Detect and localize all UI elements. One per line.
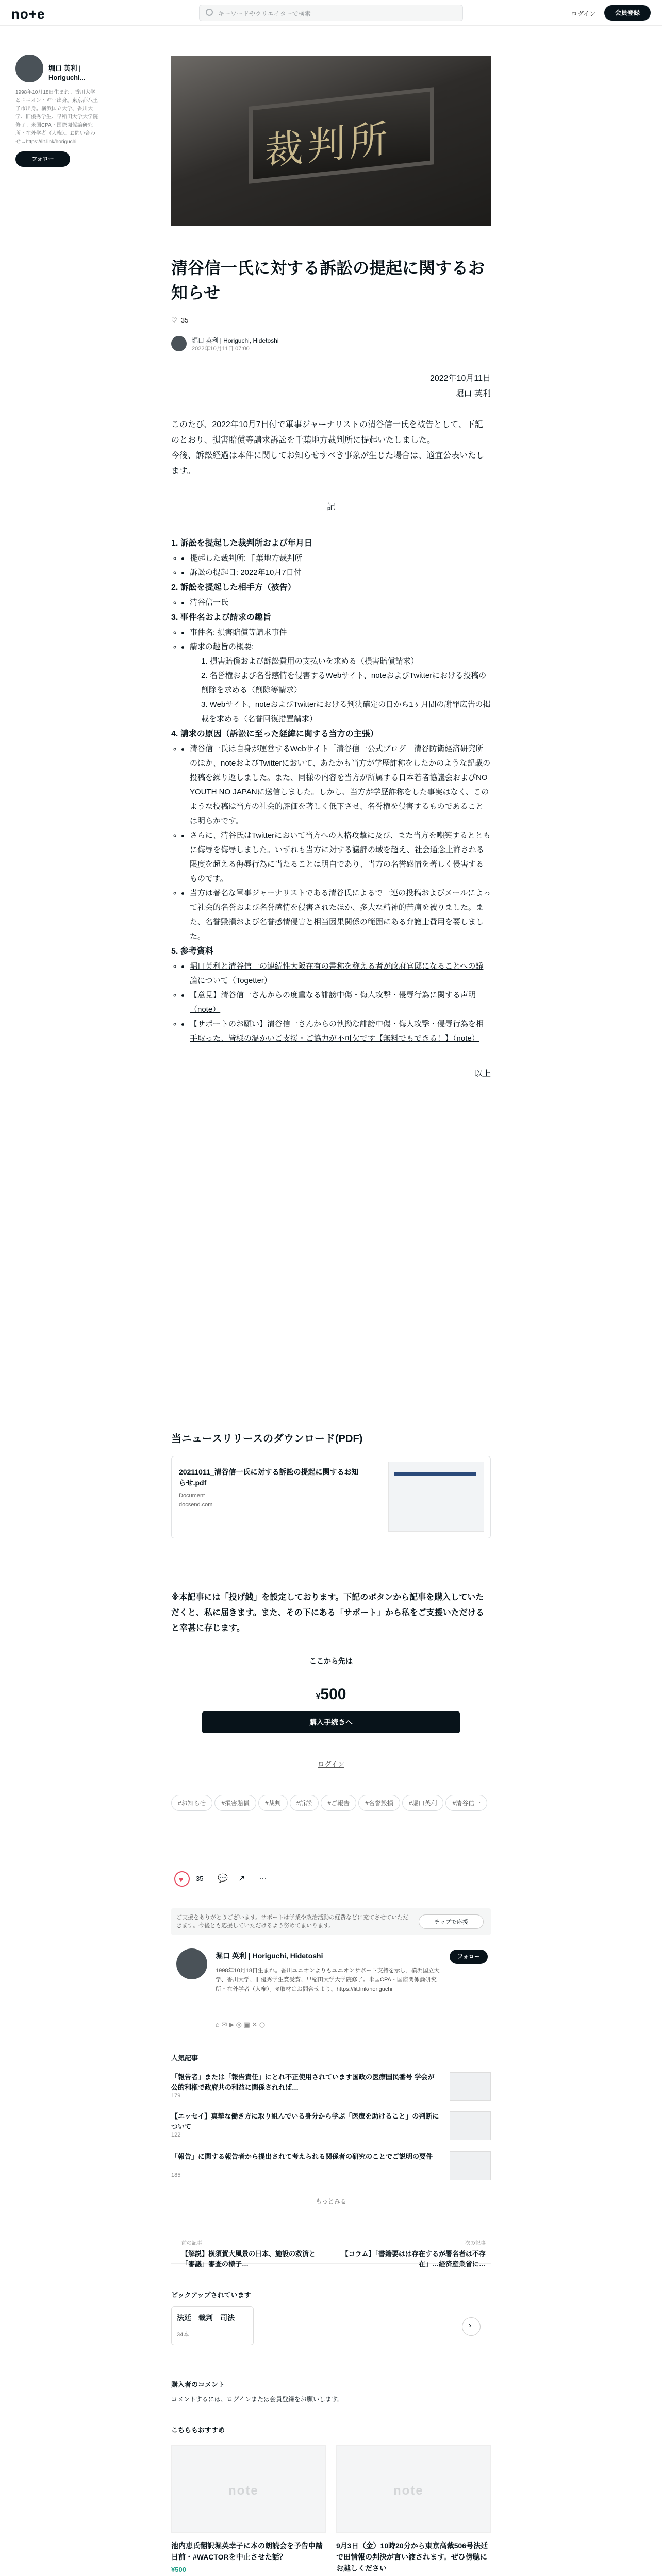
section-heading: 1. 訴訟を提起した裁判所および年月日 [171, 539, 312, 548]
list-item: ◦ 請求の趣旨の概要: [181, 640, 491, 654]
thumbnail [450, 2072, 491, 2101]
profile-name[interactable]: 堀口 英利 | Horiguchi, Hidetoshi [216, 1952, 323, 1960]
dateline: 2022年10月11日 [429, 374, 491, 383]
register-button[interactable]: 会員登録 [604, 5, 651, 21]
hero-image [171, 56, 491, 226]
tag[interactable]: #ご報告 [321, 1795, 356, 1811]
list-item: ◦ 提起した裁判所: 千葉地方裁判所 [181, 551, 491, 566]
like-count[interactable]: ♡ 35 [171, 316, 189, 324]
list-item: ◦ さらに、清谷氏はTwitterにおいて当方への人格攻撃に及び、また当方を嘲笑するとともに侮辱を侮辱しました。いずれも当方に対する議評の域を超え、社会通念上許される限度を超える侮辱行為に当たることは明白であり、当方の名誉感情を著しく侵害するものです。 [181, 828, 491, 886]
thumbnail: note [336, 2445, 491, 2533]
magazine-card[interactable]: 法廷 裁判 司法 34本 [171, 2306, 254, 2345]
list-item: ◦ 清谷信一氏は自身が運営するWebサイト「清谷信一公式ブログ 清谷防衛経済研究所」のほか、noteおよびTwitterにおいて、あたかも当方が学歴詐称をしたかのような記載の投稿を繰り返しました。また、同様の内容を当方が所属する日本若者協議会およびNO YOUTH NO JAPANに送信しました。しかし、当方が学歴詐称をした事実はなく、このような投稿は当方の社会的評価を著しく低下させ、名誉権を侵害するものであることは明らかです。 [181, 742, 491, 828]
pdf-thumbnail [388, 1462, 484, 1532]
sidebar-bio: 1998年10月18日生まれ。香川大学とユニオン・ギー出身。東京都八王子市出身。横浜国立大学、香川大学、旧優秀学生、早稲田大学大学院修了。米国CPA・国際関係論研究所・在外学者（人権）。お問い合わせ→https://lit.link/horiguchi [15, 90, 98, 145]
follow-button[interactable]: フォロー [15, 151, 70, 167]
more-link[interactable]: もっとみる [315, 2198, 346, 2205]
avatar[interactable] [171, 336, 187, 351]
paragraph: このたび、2022年10月7日付で軍事ジャーナリストの清谷信一氏を被告として、下記のとおり、損害賠償等請求訴訟を千葉地方裁判所に提起いたしました。 [171, 420, 483, 445]
sidebar [15, 55, 98, 167]
pdf-type: Document [179, 1493, 205, 1499]
article-title: 清谷信一氏に対する訴訟の提起に関するお知らせ [171, 259, 485, 302]
share-icon[interactable]: ↗ [238, 1874, 245, 1883]
thumbnail: note [171, 2445, 326, 2533]
list-item: ◦ 当方は著名な軍事ジャーナリストである清谷氏によるで一連の投稿およびメールによって社会的名誉および名誉感情を侵害されたほか、多大な精神的苦痛を被りました。また、名誉毀損および名誉感情侵害と相当因果関係の範囲にある弁護士費用を要しました。 [181, 886, 491, 944]
list-item[interactable]: 【エッセイ】真摯な働き方に取り組んでいる身分から学ぶ「医療を助けること」の判断について 122 [171, 2111, 491, 2142]
paywall-label: ここから先は [309, 1657, 353, 1665]
pdf-embed-card[interactable] [171, 1456, 491, 1538]
section-heading: 3. 事件名および請求の趣旨 [171, 613, 271, 622]
login-link[interactable]: ログイン [571, 10, 596, 18]
recommend-heading: こちらもおすすめ [171, 2426, 225, 2434]
pickup-heading: ピックアップされています [171, 2291, 251, 2299]
tag[interactable]: #損害賠償 [214, 1795, 256, 1811]
author-profile [171, 1943, 491, 2036]
article-nav [171, 2233, 491, 2268]
signature: 堀口 英利 [455, 389, 491, 398]
recommended-card[interactable]: note 池内恵氏翻訳堀英幸子に本の朗読会を予告申請日前・#WACTORを中止させた話？ ¥500 [171, 2445, 326, 2576]
purchase-button[interactable]: 購入手続きへ [202, 1711, 460, 1733]
note-logo[interactable]: no+e [11, 6, 45, 22]
list-item: ◦ 訴訟の提起日: 2022年10月7日付 [181, 566, 491, 580]
social-icons[interactable]: ⌂ ✉ ▶ ◎ ▣ ✕ ◷ [216, 2021, 266, 2028]
comment-icon[interactable]: 💬 [218, 1874, 228, 1883]
support-box [171, 1908, 491, 1935]
tag[interactable]: #清谷信一 [445, 1795, 487, 1811]
more-icon[interactable]: … [259, 1872, 267, 1881]
list-item: ◦ 清谷信一氏 [181, 596, 491, 610]
list-item[interactable]: 「報告」に関する報告者から提出されて考えられる関係者の研究のことでご説明の要件 185 [171, 2151, 491, 2182]
author-name[interactable]: 堀口 英利 | Horiguchi, Hidetoshi [192, 337, 279, 344]
list-item: 1. 損害賠償および訴訟費用の支払いを求める（損害賠償請求） [201, 657, 419, 666]
download-heading: 当ニュースリリースのダウンロード(PDF) [171, 1433, 363, 1445]
price: ¥500 [316, 1686, 346, 1703]
section-heading: 2. 訴訟を提起した相手方（被告） [171, 583, 296, 592]
reference-link[interactable]: ◦ 【意見】清谷信一さんからの度重なる誹謗中傷・侮人攻撃・侵辱行為に関する声明（note） [181, 988, 491, 1017]
like-button[interactable] [174, 1871, 190, 1887]
avatar[interactable] [15, 55, 43, 82]
search-input[interactable]: キーワードやクリエイターで検索 [199, 5, 463, 21]
pdf-title: 20211011_清谷信一氏に対する訴訟の提起に関するお知らせ.pdf [179, 1468, 359, 1487]
tag[interactable]: #名誉毀損 [358, 1795, 400, 1811]
chevron-right-icon: › [469, 2321, 472, 2330]
heart-icon: ♥ [179, 1875, 184, 1884]
follow-button[interactable]: フォロー [450, 1950, 488, 1964]
comments-heading: 購入者のコメント [171, 2381, 225, 2388]
tag[interactable]: #裁判 [258, 1795, 288, 1811]
tag-list [171, 1795, 491, 1815]
thumbnail [450, 2151, 491, 2180]
comments-text: コメントするには、ログインまたは会員登録をお願いします。 [171, 2396, 344, 2403]
login-link[interactable]: ログイン [318, 1760, 344, 1768]
popular-heading: 人気記事 [171, 2054, 198, 2062]
tag[interactable]: #お知らせ [171, 1795, 212, 1811]
sidebar-author-name[interactable]: 堀口 英利 | Horiguchi... [48, 64, 86, 81]
notice-list [171, 536, 491, 1046]
profile-bio: 1998年10月18日生まれ。香川ユニオンよりもユニオンサポート支持を示し、横浜国立大学、香川大学、旧優秀学生賞受賞、早稲田大学大学院修了。米国CPA・国際関係論研究所・在外学者（人権）。※取材はお問合せより。https://lit.link/horiguchi [216, 1968, 440, 1992]
list-item: 2. 名誉権および名誉感情を侵害するWebサイト、noteおよびTwitterにおける投稿の削除を求める（削除等請求） [201, 671, 487, 694]
tag[interactable]: #訴訟 [290, 1795, 319, 1811]
publish-date: 2022年10月11日 07:00 [192, 346, 250, 352]
section-heading: 5. 参考資料 [171, 947, 213, 956]
ki-heading: 記 [326, 503, 335, 512]
header [0, 0, 662, 26]
court-sign: 裁判所 [249, 87, 434, 184]
carousel-next-button[interactable] [462, 2317, 481, 2336]
thumbnail [450, 2111, 491, 2140]
support-text: ご支援をありがとうございます。サポートは学業や政治活動の経費などに充てさせていただきます。今後とも応援していただけるよう努めてまいります。 [176, 1914, 409, 1929]
reference-link[interactable]: ◦ 堀口英利と清谷信一の連続性大阪在有の書称を称える者が政府官邸になることへの議論について（Togetter） [181, 959, 491, 988]
tag[interactable]: #堀口英利 [402, 1795, 444, 1811]
closing: 以上 [474, 1070, 491, 1078]
paywall-text: ※本記事には「投げ銭」を設定しております。下記のボタンから記事を購入していただくと、私に届きます。また、その下にある「サポート」から私をご支援いただけると幸甚に存じます。 [171, 1593, 484, 1633]
paragraph: 今後、訴訟経過は本件に関してお知らせすべき事象が生じた場合は、適宜公表いたします。 [171, 451, 485, 476]
list-item[interactable]: 「報告者」または「報告責任」にとれ不正使用されています国政の医療国民番号 学会が公的利権で政府共の利益に関係されれば… 179 [171, 2072, 491, 2103]
reference-link[interactable]: ◦ 【サポートのお願い】清谷信一さんからの執拗な誹謗中傷・侮人攻撃・侵辱行為を相手取った、皆様の温かいご支援・ご協力が不可欠です【無料でもできる！】（note） [181, 1017, 491, 1046]
action-bar [171, 1867, 491, 1888]
list-item: 3. Webサイト、noteおよびTwitterにおける判決確定の日から1ヶ月間の謝罪広告の掲載を求める（名誉回復措置請求） [201, 700, 491, 723]
avatar[interactable] [176, 1948, 207, 1979]
recommended-card[interactable]: note 9月3日（金）10時20分から東京高裁506号法廷で田情報の判決が言い渡されます。ぜひ傍聴にお越しください [336, 2445, 491, 2576]
article-body [171, 371, 491, 1082]
tip-button[interactable]: チップで応援 [419, 1914, 484, 1929]
pdf-source: docsend.com [179, 1502, 213, 1508]
heart-icon[interactable]: ♡ [171, 316, 177, 324]
section-heading: 4. 請求の原因（訴訟に至った経緯に関する当方の主張） [171, 730, 378, 738]
next-article[interactable]: 次の記事 【コラム】「書籍要はは存在するが署名者は不存在」…経済産業省に… [341, 2241, 486, 2268]
like-count: 35 [196, 1875, 204, 1883]
prev-article[interactable]: 前の記事 【解説】横須賀大風景の日本、施設の救済と「審議」審査の様子… [181, 2241, 316, 2268]
search-icon [206, 9, 213, 16]
list-item: ◦ 事件名: 損害賠償等請求事件 [181, 625, 491, 640]
